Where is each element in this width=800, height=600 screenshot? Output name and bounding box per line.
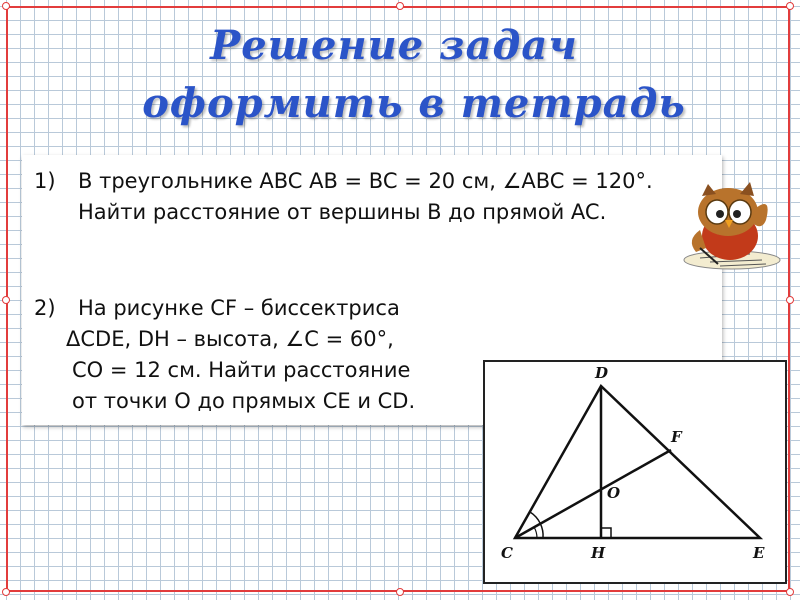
- label-e: E: [753, 544, 765, 562]
- frame-pin-icon: [396, 588, 404, 596]
- label-c: C: [501, 544, 513, 562]
- label-o: O: [607, 484, 621, 502]
- frame-pin-icon: [2, 296, 10, 304]
- frame-pin-icon: [786, 2, 794, 10]
- frame-pin-icon: [396, 2, 404, 10]
- owl-thinking-icon: [670, 178, 790, 273]
- title-line-1: Решение задач: [210, 22, 578, 69]
- triangle-cde: [515, 386, 760, 538]
- task-2-line-2: ΔCDE, DH – высота, ∠C = 60°,: [66, 327, 394, 351]
- task-1-line-2: Найти расстояние от вершины B до прямой AC.: [78, 200, 607, 224]
- title-line-2: оформить в тетрадь: [142, 80, 686, 127]
- frame-pin-icon: [786, 296, 794, 304]
- triangle-diagram: [485, 362, 785, 582]
- task-1-number: 1): [34, 169, 56, 193]
- right-angle-mark: [601, 528, 611, 538]
- task-2-line-1: На рисунке CF – биссектриса: [78, 296, 400, 320]
- frame-pin-icon: [2, 588, 10, 596]
- task-1-line-1: В треугольнике ABC AB = BC = 20 см, ∠ABC = 120°.: [78, 169, 653, 193]
- label-h: H: [591, 544, 606, 562]
- label-f: F: [671, 428, 682, 446]
- triangle-figure: [483, 360, 787, 584]
- task-2-line-3: CO = 12 см. Найти расстояние: [72, 358, 411, 382]
- task-2-line-4: от точки O до прямых CE и CD.: [72, 389, 416, 413]
- frame-pin-icon: [786, 588, 794, 596]
- task-2-number: 2): [34, 296, 56, 320]
- bisector-cf: [515, 450, 671, 538]
- angle-c-arc-inner: [534, 527, 537, 538]
- label-d: D: [595, 364, 609, 382]
- frame-pin-icon: [2, 2, 10, 10]
